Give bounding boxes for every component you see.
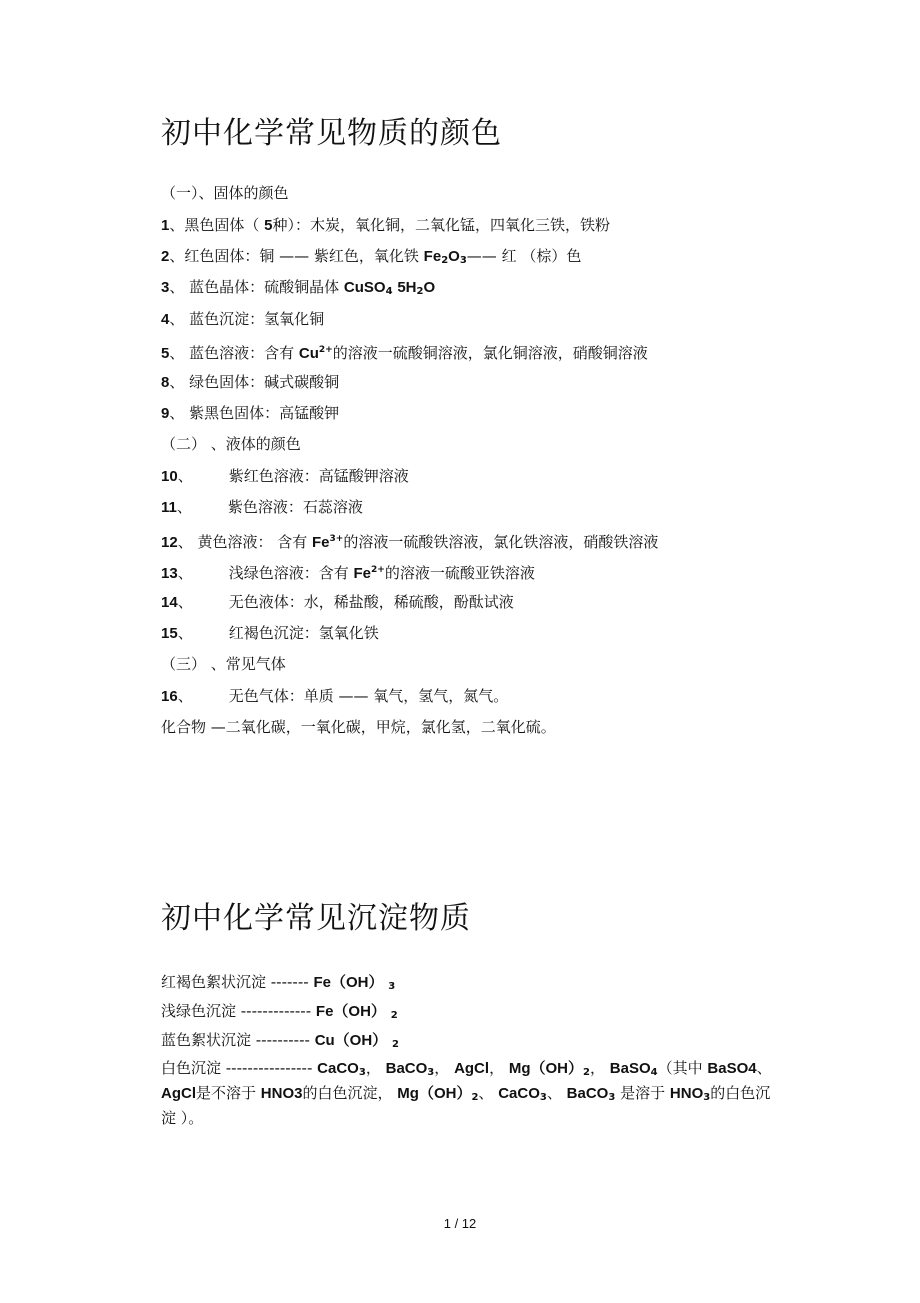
- section-header-solid: （一）、固体的颜色: [161, 184, 289, 202]
- section-title: 初中化学常见沉淀物质: [161, 901, 471, 936]
- section-header-liquid: （二） 、液体的颜色: [161, 435, 301, 453]
- list-item: 红褐色絮状沉淀 ------- Fe（OH） $_3$: [161, 973, 396, 992]
- list-item: 12、 黄色溶液： 含有 $Fe^{3+}$的溶液一硫酸铁溶液，氯化铁溶液，硝酸铁溶液: [161, 533, 659, 551]
- list-item: 16、 无色气体：单质 —— 氧气，氢气，氮气。: [161, 687, 509, 705]
- section-header-gas: （三） 、常见气体: [161, 655, 286, 673]
- list-item: 1、黑色固体（ 5种）：木炭，氧化铜，二氧化锰，四氧化三铁，铁粉: [161, 216, 610, 234]
- list-item: 化合物 —二氧化碳，一氧化碳，甲烷，氯化氢，二氧化硫。: [161, 718, 556, 736]
- list-item: 9、 紫黑色固体：高锰酸钾: [161, 404, 340, 422]
- list-item: 8、 绿色固体：碱式碳酸铜: [161, 373, 340, 391]
- list-item: 5、 蓝色溶液：含有 $Cu^{2+}$的溶液一硫酸铜溶液，氯化铜溶液，硝酸铜溶液: [161, 344, 648, 362]
- list-item: 13、 浅绿色溶液：含有 $Fe^{2+}$的溶液一硫酸亚铁溶液: [161, 564, 535, 582]
- page-title: 初中化学常见物质的颜色: [161, 116, 502, 151]
- list-item: 14、 无色液体：水，稀盐酸，稀硫酸，酚酞试液: [161, 593, 514, 611]
- list-item: 15、 红褐色沉淀：氢氧化铁: [161, 624, 379, 642]
- list-item: 浅绿色沉淀 ------------- Fe（OH） $_2$: [161, 1002, 398, 1021]
- list-item: 2、红色固体：铜 —— 紫红色，氧化铁 $Fe_2O_3——$ 红 （棕）色: [161, 247, 582, 266]
- list-item: 3、 蓝色晶体：硫酸铜晶体 CuSO$_4$ $5H_2O$: [161, 278, 436, 297]
- list-item: 蓝色絮状沉淀 ---------- Cu（OH） $_2$: [161, 1031, 399, 1050]
- paragraph: 白色沉淀 ---------------- CaCO$_3$， BaCO$_3$， AgCl， $Mg(OH)_2$， BaSO$_4$（其中 BaSO4、 AgCl是不溶于 HNO3的白色沉淀， $Mg(OH)_2$、 CaCO$_3$、 BaCO$_3$ 是溶于 $HNO_3$的白色沉淀 ）。: [161, 1059, 772, 1127]
- list-item: 11、 紫色溶液：石蕊溶液: [161, 498, 363, 516]
- page-number: 1 / 12: [443, 1216, 477, 1231]
- list-item: 10、 紫红色溶液：高锰酸钾溶液: [161, 467, 409, 485]
- list-item: 4、 蓝色沉淀：氢氧化铜: [161, 310, 325, 328]
